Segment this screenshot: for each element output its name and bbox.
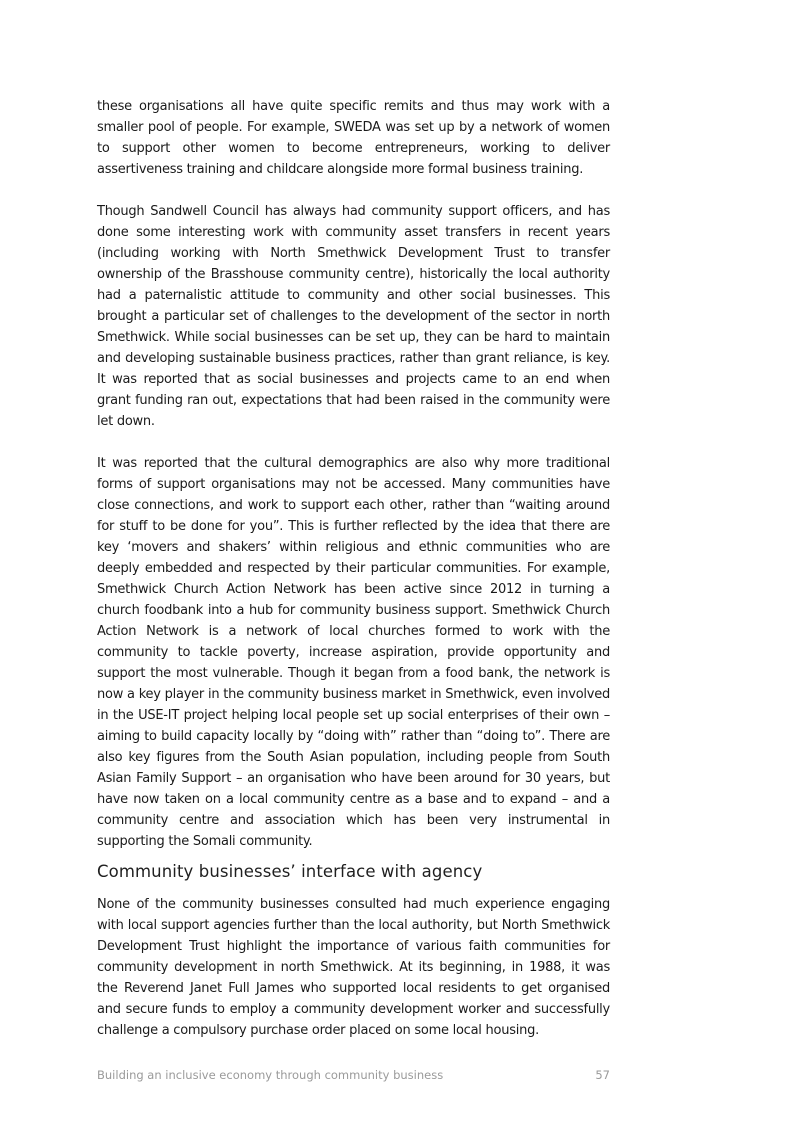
body-paragraph-1: these organisations all have quite specific remits and thus may work with a smaller pool of people. For example, SWEDA was set up by a network of women to support other women to become entrepreneurs, working to deliver assertiveness training and childcare alongside more formal business training. bbox=[97, 99, 610, 177]
footer-title: Building an inclusive economy through community business bbox=[97, 1068, 444, 1082]
page-number: 57 bbox=[595, 1068, 610, 1082]
body-paragraph-2: Though Sandwell Council has always had community support officers, and has done some interesting work with community asset transfers in recent years (including working with North Smethwick Development Trust to transfer ownership of the Brasshouse community centre), historically the local authority had a paternalistic attitude to community and other social businesses. This brought a particular set of challenges to the development of the sector in north Smethwick. While social businesses can be set up, they can be hard to maintain and developing sustainable business practices, rather than grant reliance, is key. It was reported that as social businesses and projects came to an end when grant funding ran out, expectations that had been raised in the community were let down. bbox=[97, 204, 610, 429]
paragraph-spacer bbox=[97, 180, 610, 201]
section-heading: Community businesses’ interface with agency bbox=[97, 862, 483, 881]
section-paragraph: None of the community businesses consulted had much experience engaging with local support agencies further than the local authority, but North Smethwick Development Trust highlight the importance of various faith communities for community development in north Smethwick. At its beginning, in 1988, it was the Reverend Janet Full James who supported local residents to get organised and secure funds to employ a community development worker and successfully challenge a compulsory purchase order placed on some local housing. bbox=[97, 897, 610, 1038]
body-paragraph-3: It was reported that the cultural demographics are also why more traditional forms of support organisations may not be accessed. Many communities have close connections, and work to support each other, rather than “waiting around for stuff to be done for you”. This is further reflected by the idea that there are key ‘movers and shakers’ within religious and ethnic communities who are deeply embedded and respected by their particular communities. For example, Smethwick Church Action Network has been active since 2012 in turning a church foodbank into a hub for community business support. Smethwick Church Action Network is a network of local churches formed to work with the community to tackle poverty, increase aspiration, provide opportunity and support the most vulnerable. Though it began from a food bank, the network is now a key player in the community business market in Smethwick, even involved in the USE-IT project helping local people set up social enterprises of their own – aiming to build capacity locally by “doing with” rather than “doing to”. There are also key figures from the South Asian population, including people from South Asian Family Support – an organisation who have been around for 30 years, but have now taken on a local community centre as a base and to expand – and a community centre and association which has been very instrumental in supporting the Somali community. bbox=[97, 456, 610, 849]
page-footer bbox=[97, 1068, 610, 1086]
paragraph-spacer bbox=[97, 432, 610, 453]
main-content bbox=[97, 96, 610, 1041]
